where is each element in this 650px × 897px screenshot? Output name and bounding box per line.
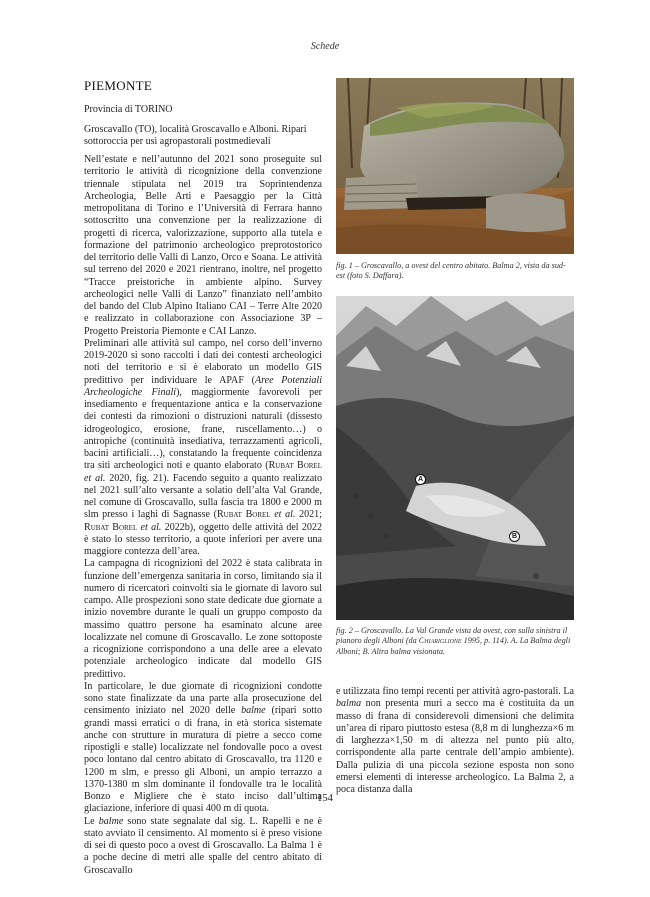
province-heading: Provincia di TORINO xyxy=(84,104,173,115)
paragraph-4: In particolare, le due giornate di ricognizioni condotte sono state finalizzate da una parte alla prosecuzione del censimento iniziato nel 2020 delle balme (ripari sotto grandi massi erratici o di frana, in età storica sistemate anche con strutture in muratura di pietre a secco come ripostigli e stalle) localizzate nel fondovalle poco a ovest poco lontano dal centro abitato di Groscavallo, tra 1120 e 1200 m slm, e presso gli Alboni, un ampio terrazzo a 1370-1380 m slm dominante il fondovalle tra le località Bonzo e Migliere che è stato inciso dall’ultima glaciazione, inferiore di quasi 400 m di quota. xyxy=(84,680,322,815)
valley-photo xyxy=(336,296,574,620)
marker-a: A xyxy=(415,474,426,485)
figure-1-caption: fig. 1 – Groscavallo, a ovest del centro abitato. Balma 2, vista da sud-est (foto S. Daffara). xyxy=(336,261,566,281)
locality-title: Groscavallo (TO), località Groscavallo e Alboni. Ripari sottoroccia per usi agropastorali postmedievali xyxy=(84,124,307,147)
region-heading: PIEMONTE xyxy=(84,78,153,93)
right-column xyxy=(336,78,574,796)
paragraph-5: Le balme sono state segnalate dal sig. L. Rapelli e ne è stato avviato il censimento. Al momento si è preso visione di sei di questo poco a ovest di Groscavallo. La Balma 1 è a poche decine di metri alle spalle del centro abitato di Groscavallo xyxy=(84,815,322,876)
left-column xyxy=(84,78,322,877)
paragraph-3: La campagna di ricognizioni del 2022 è stata calibrata in funzione dell’emergenza sanitaria in corso, limitando sia il numero di ricercatori coinvolti sia le giornate di lavoro sul campo. Alle prospezioni sono state dedicate due giornate a inizio novembre durante le quali un gruppo composto da massimo quattro persone ha esaminato alcune aree localizzate nel comune di Groscavallo. Le zone sottoposte a ricognizione corrispondono a una delle aree a elevato potenziale archeologico indicate dal modello GIS predittivo. xyxy=(84,558,322,680)
page-number: 154 xyxy=(317,793,333,804)
paragraph-2: Preliminari alle attività sul campo, nel corso dell’inverno 2019-2020 si sono raccolti i dati dei contesti archeologici noti del territorio e si è elaborato un modello GIS predittivo per individuare le APAF (Aree Potenziali Archeologiche Finali), maggiormente favorevoli per insediamento e frequentazione antica e la conservazione dei contesti da rimozioni o distruzioni naturali (dissesto idrogeologico, erosione, frane, ruscellamento…) o antropiche (continuità insediativa, terrazzamenti agricoli, bacini artificiali…), constatando la frequente coincidenza tra siti archeologici noti e quanto elaborato (Rubat Borel et al. 2020, fig. 21). Facendo seguito a quanto realizzato nel 2021 sull’alto versante a solatio dell’alta Val Grande, nel comune di Groscavallo, sulla fascia tra 1800 e 2000 m slm presso i laghi di Sagnasse (Rubat Borel et al. 2021; Rubat Borel et al. 2022b), oggetto delle attività del 2022 è stato lo stesso territorio, a quote inferiori per avere una maggiore contezza dell’area. xyxy=(84,337,322,557)
article-body xyxy=(84,154,322,877)
figure-1-photo-boulder xyxy=(336,78,574,254)
figure-2-photo-valley xyxy=(336,296,574,620)
paragraph-1: Nell’estate e nell’autunno del 2021 sono proseguite sul territorio le attività di ricognizione della convenzione triennale stipulata nel 2019 tra Soprintendenza Archeologia, Belle Arti e Paesaggio per la Città metropolitana di Torino e l’Università di Ferrara hanno sottoscritto una convenzione per la realizzazione di progetti di ricerca, valorizzazione, supporto alla tutela e formazione del patrimonio archeologico preprotostorico del territorio delle Valli di Lanzo, Orco e Soana. Le attività sul terreno del 2020 e 2021 rientrano, inoltre, nel progetto “Tracce preistoriche in ambiente alpino. Survey archeologici nelle Valli di Lanzo” finanziato nell’ambito del bando del Club Alpino Italiano CAI – Terre Alte 2020 e realizzato in collaborazione con Associazione 3P – Progetto Preistoria Piemonte e CAI Lanzo. xyxy=(84,154,322,337)
figure-2-caption: fig. 2 – Groscavallo. La Val Grande vista da ovest, con sulla sinistra il pianoro degli Alboni (da Chiariglione 1995, p. 114). A. La Balma degli Alboni; B. Altra balma visionata. xyxy=(336,626,571,656)
running-head: Schede xyxy=(310,41,340,52)
boulder-photo xyxy=(336,78,574,254)
right-column-text xyxy=(336,686,574,796)
paragraph-continued: e utilizzata fino tempi recenti per attività agro-pastorali. La balma non presenta muri a secco ma è costituita da un masso di frana di considerevoli dimensioni che delimita un’area di riparo piuttosto estesa (8,8 m di lunghezza×6 m di larghezza×1,50 m di altezza nel punto più alto, corrispondente alla parte centrale dell’ampio ambiente). Dalla pulizia di una piccola sezione esposta non sono emersi elementi di interesse archeologico. La Balma 2, a poca distanza dalla xyxy=(336,686,574,795)
marker-b: B xyxy=(509,531,520,542)
